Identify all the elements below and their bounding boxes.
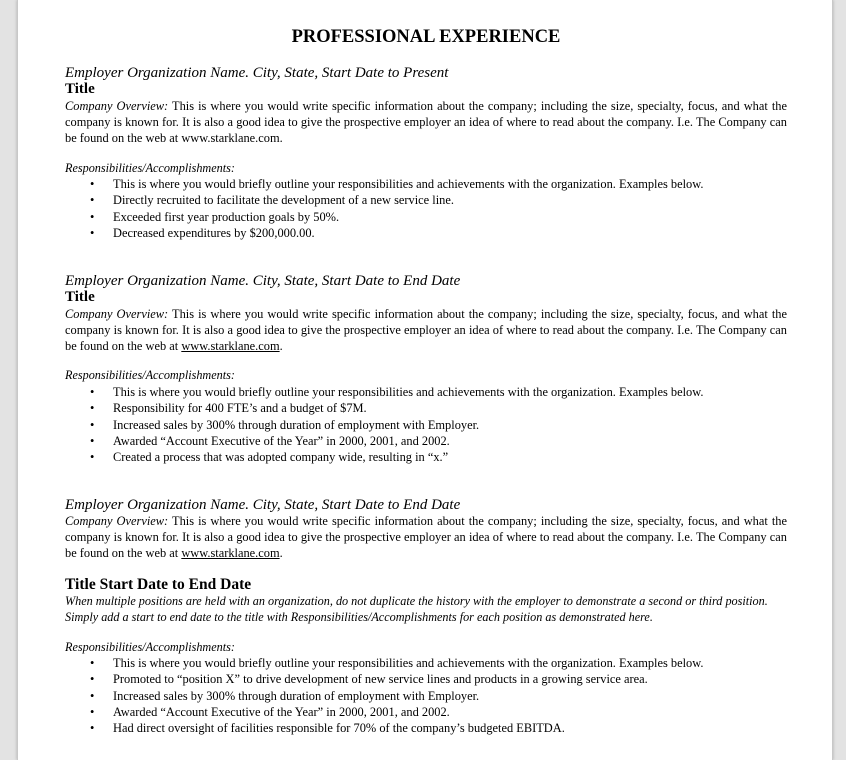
- employer-line: Employer Organization Name. City, State, Start Date to End Date: [65, 497, 461, 513]
- document-page[interactable]: [17, 0, 833, 760]
- company-website-link[interactable]: www.starklane.com: [181, 546, 280, 560]
- list-item: • Created a process that was adopted company wide, resulting in “x.”: [65, 449, 704, 465]
- list-item: • This is where you would briefly outline your responsibilities and achievements with the organization. Examples below.: [65, 655, 704, 671]
- list-item: • This is where you would briefly outline your responsibilities and achievements with the organization. Examples below.: [65, 384, 704, 400]
- company-overview-end: .: [279, 546, 283, 560]
- list-item: • Promoted to “position X” to drive development of new service lines and products in a growing service area.: [65, 671, 704, 687]
- company-overview: [65, 513, 787, 561]
- multiple-positions-note: When multiple positions are held with an organization, do not duplicate the history with the employer to demonstrate a second or third position. Simply add a start to end date to the title with Responsibilities/Accomplishments for each position as demonstrated here.: [65, 594, 768, 624]
- responsibilities-label: Responsibilities/Accomplishments:: [65, 368, 235, 382]
- list-item: • Exceeded first year production goals by 50%.: [65, 209, 704, 225]
- responsibilities-list: [65, 176, 704, 241]
- company-overview-text: This is where you would write specific information about the company; including the size, specialty, focus, and what the company is known for. It is also a good idea to give the prospective employer an idea of where to read about the company. I.e. The Company can be found on the web at: [65, 307, 787, 353]
- responsibilities-list: [65, 384, 704, 465]
- company-overview-end: .: [279, 131, 283, 145]
- company-overview-text: This is where you would write specific information about the company; including the size, specialty, focus, and what the company is known for. It is also a good idea to give the prospective employer an idea of where to read about the company. I.e. The Company can be found on the web at: [65, 514, 787, 560]
- employer-line: Employer Organization Name. City, State, Start Date to Present: [65, 65, 449, 81]
- list-item: • Directly recruited to facilitate the development of a new service line.: [65, 192, 704, 208]
- responsibilities-label: Responsibilities/Accomplishments:: [65, 640, 235, 654]
- company-website: www.starklane.com: [181, 131, 280, 145]
- list-item: • Increased sales by 300% through duration of employment with Employer.: [65, 688, 704, 704]
- list-item: • Decreased expenditures by $200,000.00.: [65, 225, 704, 241]
- company-overview-label: Company Overview:: [65, 99, 169, 113]
- list-item: • Increased sales by 300% through duration of employment with Employer.: [65, 417, 704, 433]
- job-title: Title: [65, 81, 95, 97]
- company-overview-label: Company Overview:: [65, 307, 169, 321]
- job-title: Title: [65, 289, 95, 305]
- company-overview: [65, 98, 787, 146]
- list-item: • Awarded “Account Executive of the Year” in 2000, 2001, and 2002.: [65, 704, 704, 720]
- list-item: • Had direct oversight of facilities responsible for 70% of the company’s budgeted EBITDA.: [65, 720, 704, 736]
- employer-line: Employer Organization Name. City, State, Start Date to End Date: [65, 273, 461, 289]
- responsibilities-list: [65, 655, 704, 736]
- section-heading: PROFESSIONAL EXPERIENCE: [291, 27, 561, 47]
- job-title-with-dates: Title Start Date to End Date: [65, 576, 252, 593]
- company-overview: [65, 306, 787, 354]
- company-overview-label: Company Overview:: [65, 514, 169, 528]
- company-overview-text: This is where you would write specific information about the company; including the size, specialty, focus, and what the company is known for. It is also a good idea to give the prospective employer an idea of where to read about the company. I.e. The Company can be found on the web at: [65, 99, 787, 145]
- list-item: • This is where you would briefly outline your responsibilities and achievements with the organization. Examples below.: [65, 176, 704, 192]
- list-item: • Awarded “Account Executive of the Year” in 2000, 2001, and 2002.: [65, 433, 704, 449]
- company-overview-end: .: [279, 339, 283, 353]
- responsibilities-label: Responsibilities/Accomplishments:: [65, 161, 235, 175]
- list-item: • Responsibility for 400 FTE’s and a budget of $7M.: [65, 400, 704, 416]
- company-website-link[interactable]: www.starklane.com: [181, 339, 280, 353]
